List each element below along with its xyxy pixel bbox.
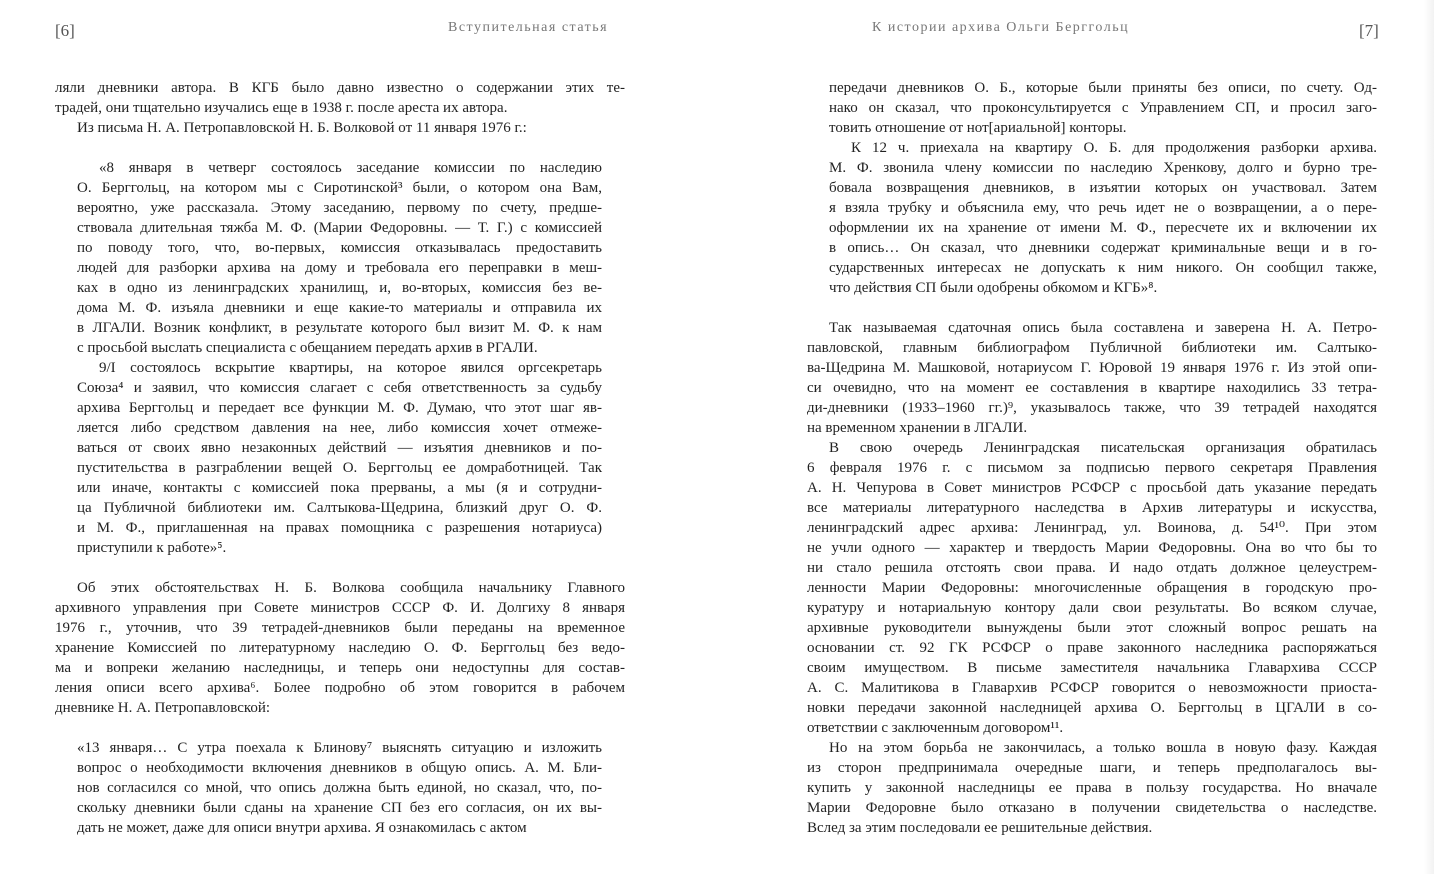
quotation-block bbox=[77, 158, 602, 558]
text-line: на временном хранении в ЛГАЛИ. bbox=[807, 420, 1028, 436]
text-line: хранение Комиссией по литературному наследию О. Ф. Берггольц без ведо- bbox=[55, 640, 625, 656]
right-body-text bbox=[807, 78, 1377, 838]
quotation-block bbox=[77, 738, 602, 838]
text-line: ствовала длительная тяжба М. Ф. (Марии Федоровны. — Т. Г.) с комиссией bbox=[77, 220, 602, 236]
text-line: Марии Федоровне было отказано в получении свидетельства о наследстве. bbox=[807, 800, 1377, 816]
text-line: пустительства в разграблении вещей О. Берггольц ее домработницей. Так bbox=[77, 460, 602, 476]
text-line: своим имуществом. В письме заместителя начальника Главархива СССР bbox=[807, 660, 1377, 676]
text-line: архивного управления при Совете министров СССР Ф. И. Долгиху 8 января bbox=[55, 600, 625, 616]
text-line: 6 февраля 1976 г. с письмом за подписью первого секретаря Правления bbox=[807, 460, 1377, 476]
text-line: ленности Марии Федоровны: многочисленные обращения в городскую про- bbox=[807, 580, 1377, 596]
paragraph-block bbox=[55, 578, 625, 718]
paragraph-gap bbox=[55, 138, 625, 158]
text-line: традей, они тщательно изучались еще в 1938 г. после ареста их автора. bbox=[55, 100, 508, 116]
text-line: М. Ф. звонила члену комиссии по наследию Хренкову, долго и бурно тре- bbox=[829, 160, 1377, 176]
text-line: основании ст. 92 ГК РСФСР о праве законного наследника распоряжаться bbox=[807, 640, 1377, 656]
text-line: ваться от своих явно незаконных действий — изъятия дневников и по- bbox=[77, 440, 602, 456]
page-number-left: [6] bbox=[55, 21, 75, 40]
text-line: купить у законной наследницы ее права в пользу государства. Но вначале bbox=[807, 780, 1377, 796]
text-line: архивные руководители вынуждены были этот сложный вопрос решать на bbox=[807, 620, 1377, 636]
text-line: ца Публичной библиотеки им. Салтыкова-Щедрина, близкий друг О. Ф. bbox=[77, 500, 602, 516]
quotation-block bbox=[829, 78, 1377, 298]
text-line: из сторон предпринимала очередные шаги, и теперь предполагалось вы- bbox=[807, 760, 1377, 776]
text-line: Союза⁴ и заявил, что комиссия слагает с себя ответственность за судьбу bbox=[77, 380, 602, 396]
text-line: ни стало решила отстоять свои права. И надо отдать должное целеустрем- bbox=[807, 560, 1377, 576]
text-line: 9/I состоялось вскрытие квартиры, на которое явился оргсекретарь bbox=[99, 360, 602, 376]
text-line: по поводу того, что, во-первых, комиссия отказывалась предоставить bbox=[77, 240, 602, 256]
running-head-right: К истории архива Ольги Берггольц bbox=[872, 20, 1130, 35]
text-line: дневнике Н. А. Петропавловской: bbox=[55, 700, 271, 716]
text-line: Об этих обстоятельствах Н. Б. Волкова сообщила начальнику Главного bbox=[77, 580, 625, 596]
text-line: и М. Ф., приглашенная на правах помощника с разрешения нотариуса) bbox=[77, 520, 602, 536]
text-line: К 12 ч. приехала на квартиру О. Б. для продолжения разборки архива. bbox=[851, 140, 1377, 156]
text-line: А. С. Малитикова в Главархив РСФСР говорится о невозможности приоста- bbox=[807, 680, 1377, 696]
text-line: скольку дневники были сданы на хранение СП без его согласия, он их вы- bbox=[77, 800, 602, 816]
text-line: ляли дневники автора. В КГБ было давно известно о содержании этих те- bbox=[55, 80, 625, 96]
text-line: А. Н. Чепурова в Совет министров РСФСР с просьбой дать указание передать bbox=[807, 480, 1377, 496]
text-line: ляется либо средством давления на нее, либо комиссия хочет отмеже- bbox=[77, 420, 602, 436]
text-line: приступили к работе»⁵. bbox=[77, 540, 227, 556]
text-line: ди-дневники (1933–1960 гг.)⁹, указывалось также, что 39 тетрадей находятся bbox=[807, 400, 1377, 416]
text-line: павловской, главным библиографом Публичной библиотеки им. Салтыко- bbox=[807, 340, 1377, 356]
text-line: людей для разборки архива на дому и требовала его переправки в меш- bbox=[77, 260, 602, 276]
text-line: Так называемая сдаточная опись была составлена и заверена Н. А. Петро- bbox=[829, 320, 1377, 336]
text-line: что действия СП были одобрены обкомом и КГБ»⁸. bbox=[829, 280, 1158, 296]
text-line: «13 января… С утра поехала к Блинову⁷ выяснять ситуацию и изложить bbox=[77, 740, 602, 756]
text-line: вероятно, уже рассказала. Этому заседанию, первому по счету, предше- bbox=[77, 200, 602, 216]
text-line: в ЛГАЛИ. Возник конфликт, в результате которого был визит М. Ф. к нам bbox=[77, 320, 602, 336]
text-line: В свою очередь Ленинградская писательская организация обратилась bbox=[829, 440, 1377, 456]
text-line: «8 января в четверг состоялось заседание комиссии по наследию bbox=[99, 160, 602, 176]
text-line: ленинградский адрес архива: Ленинград, ул. Воинова, д. 54¹⁰. При этом bbox=[807, 520, 1377, 536]
text-line: новки передачи законной наследницей архива О. Берггольц в ЦГАЛИ в со- bbox=[807, 700, 1377, 716]
text-line: Из письма Н. А. Петропавловской Н. Б. Волковой от 11 января 1976 г.: bbox=[77, 120, 527, 136]
text-line: Вслед за этим последовали ее решительные действия. bbox=[807, 820, 1153, 836]
text-line: нов согласился со мной, что опись должна быть единой, но сказал, что, по- bbox=[77, 780, 602, 796]
text-line: вопрос о необходимости включения дневников в общую опись. А. М. Бли- bbox=[77, 760, 602, 776]
text-line: сударственных интересах не допускать к ним никого. Он сообщил также, bbox=[829, 260, 1377, 276]
text-line: все материалы литературного наследства в Архив литературы и искусства, bbox=[807, 500, 1377, 516]
text-line: дать не может, даже для описи внутри архива. Я ознакомилась с актом bbox=[77, 820, 527, 836]
text-line: или иначе, контакты с комиссией пока прерваны, а мы (я и сотрудни- bbox=[77, 480, 602, 496]
paragraph-block bbox=[55, 78, 625, 138]
text-line: ва-Щедрина М. Машковой, нотариусом Г. Юровой 19 января 1976 г. Из этой опи- bbox=[807, 360, 1377, 376]
text-line: оформлении их на хранение от имени М. Ф., пересчете их и включении их bbox=[829, 220, 1377, 236]
text-line: не учли одного — характер и твердость Марии Федоровны. Она во что бы то bbox=[807, 540, 1377, 556]
text-line: передачи дневников О. Б., которые были приняты без описи, по счету. Од- bbox=[829, 80, 1377, 96]
text-line: в опись… Он сказал, что дневники содержат криминальные вещи и в го- bbox=[829, 240, 1377, 256]
paragraph-block bbox=[807, 318, 1377, 838]
text-line: куратуру и нотариальную контору дали свои результаты. Во всяком случае, bbox=[807, 600, 1377, 616]
text-line: О. Берггольц, на котором мы с Сиротинской³ были, о котором она Вам, bbox=[77, 180, 602, 196]
text-line: архива Берггольц и передает все функции М. Ф. Думаю, что этот шаг яв- bbox=[77, 400, 602, 416]
text-line: нако он сказал, что проконсультируется с Управлением СП, и просил заго- bbox=[829, 100, 1377, 116]
text-line: бовала возвращения дневников, в изъятии которых он участвовал. Затем bbox=[829, 180, 1377, 196]
page-gutter-shadow bbox=[1424, 0, 1434, 874]
text-line: дома М. Ф. изъяла дневники и еще какие-то материалы и отправила их bbox=[77, 300, 602, 316]
text-line: 1976 г., уточнив, что 39 тетрадей-дневников были переданы на временное bbox=[55, 620, 625, 636]
text-line: ответствии с заключенным договором¹¹. bbox=[807, 720, 1064, 736]
paragraph-gap bbox=[55, 558, 625, 578]
left-body-text bbox=[55, 78, 625, 838]
text-line: ках в одно из ленинградских хранилищ, и, во-вторых, комиссия без ве- bbox=[77, 280, 602, 296]
running-head-left: Вступительная статья bbox=[448, 20, 609, 35]
text-line: ления описи всего архива⁶. Более подробно об этом говорится в рабочем bbox=[55, 680, 625, 696]
text-line: си очевидно, что на момент ее составления в квартире находились 33 тетра- bbox=[807, 380, 1377, 396]
paragraph-gap bbox=[55, 718, 625, 738]
paragraph-gap bbox=[807, 298, 1377, 318]
text-line: товить отношение от нот[ариальной] конторы. bbox=[829, 120, 1127, 136]
page-number-right: [7] bbox=[1359, 21, 1379, 40]
text-line: с просьбой выслать специалиста с обещанием передать архив в РГАЛИ. bbox=[77, 340, 538, 356]
text-line: ма и вопреки желанию наследницы, и теперь они недоступны для состав- bbox=[55, 660, 625, 676]
text-line: я взяла трубку и объяснила ему, что речь идет не о возвращении, а о пере- bbox=[829, 200, 1377, 216]
text-line: Но на этом борьба не закончилась, а только вошла в новую фазу. Каждая bbox=[829, 740, 1377, 756]
